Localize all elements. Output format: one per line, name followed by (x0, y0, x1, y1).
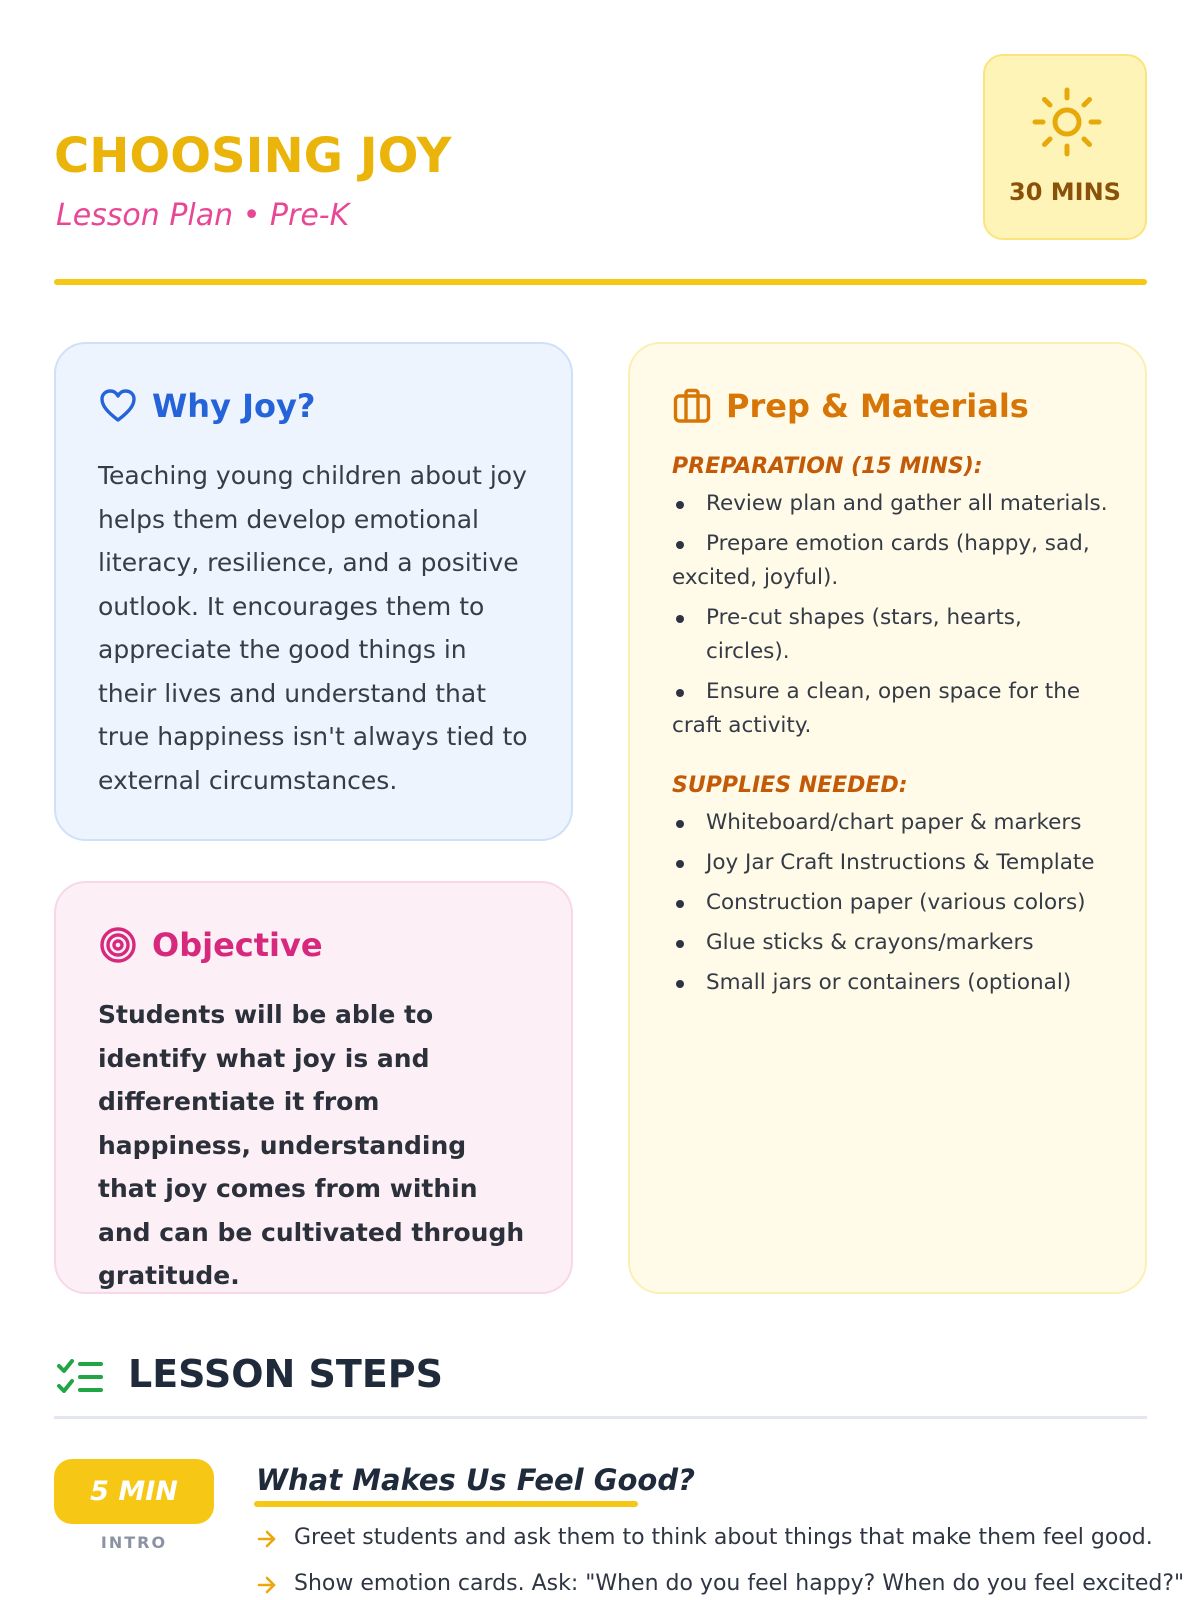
step-point-text: Show emotion cards. Ask: "When do you feel happy? When do you feel excited?" (294, 1571, 1185, 1596)
arrow-right-icon (256, 1528, 278, 1550)
step-point (256, 1567, 1185, 1600)
preparation-item: Prepare emotion cards (happy, sad, excited, joyful). (672, 527, 1112, 595)
step-phase-label: INTRO (100, 1533, 168, 1552)
prep-content (672, 454, 1112, 1006)
briefcase-icon (672, 386, 712, 426)
supply-item: Whiteboard/chart paper & markers (672, 806, 1112, 840)
step-title-underline (254, 1501, 638, 1507)
step-duration-pill: 5 MIN (54, 1459, 214, 1524)
prep-header (672, 384, 1029, 428)
why-joy-title: Why Joy? (152, 387, 316, 425)
supplies-list (672, 806, 1112, 1000)
preparation-item: Ensure a clean, open space for the craft activity. (672, 675, 1112, 743)
supply-item: Joy Jar Craft Instructions & Template (672, 846, 1112, 880)
why-joy-header (98, 384, 315, 428)
lesson-step (54, 1459, 1185, 1600)
lesson-steps-title: LESSON STEPS (128, 1352, 444, 1396)
supply-item: Glue sticks & crayons/markers (672, 926, 1112, 960)
supply-item: Construction paper (various colors) (672, 886, 1112, 920)
duration-label: 30 MINS (1009, 178, 1121, 206)
page-subtitle: Lesson Plan • Pre-K (56, 198, 350, 233)
target-icon (98, 925, 138, 965)
steps-divider (54, 1416, 1147, 1419)
step-point-text: Greet students and ask them to think about things that make them feel good. (294, 1525, 1153, 1550)
objective-text: Students will be able to identify what joy is and differentiate it from happiness, understanding that joy comes from within and can be cultivated through gratitude. (98, 1000, 525, 1290)
arrow-right-icon (256, 1574, 278, 1596)
checklist-icon (56, 1356, 104, 1398)
preparation-label: PREPARATION (15 MINS): (672, 454, 983, 479)
prep-title: Prep & Materials (726, 387, 1029, 425)
page-title: CHOOSING JOY (54, 128, 452, 184)
preparation-item: Pre-cut shapes (stars, hearts, circles). (672, 601, 1112, 669)
prep-materials-card (628, 342, 1147, 1294)
objective-title: Objective (152, 926, 323, 964)
objective-header (98, 923, 323, 967)
lesson-header (54, 54, 1147, 287)
header-divider (54, 279, 1147, 285)
supplies-label: SUPPLIES NEEDED: (672, 773, 908, 798)
preparation-list (672, 487, 1112, 743)
why-joy-text: Teaching young children about joy helps them develop emotional literacy, resilience, and a positive outlook. It encourages them to appreciate the good things in their lives and understand that true happiness isn't always tied to external circumstances. (98, 461, 528, 795)
preparation-item: Review plan and gather all materials. (672, 487, 1112, 521)
heart-icon (98, 386, 138, 426)
why-joy-card (54, 342, 573, 841)
supply-item: Small jars or containers (optional) (672, 966, 1112, 1000)
objective-card (54, 881, 573, 1294)
step-point (256, 1521, 1156, 1555)
step-title: What Makes Us Feel Good? (256, 1463, 695, 1497)
sun-icon (1029, 84, 1105, 160)
step-points (256, 1521, 1185, 1600)
duration-badge (983, 54, 1147, 240)
lesson-steps-header (54, 1348, 1147, 1418)
